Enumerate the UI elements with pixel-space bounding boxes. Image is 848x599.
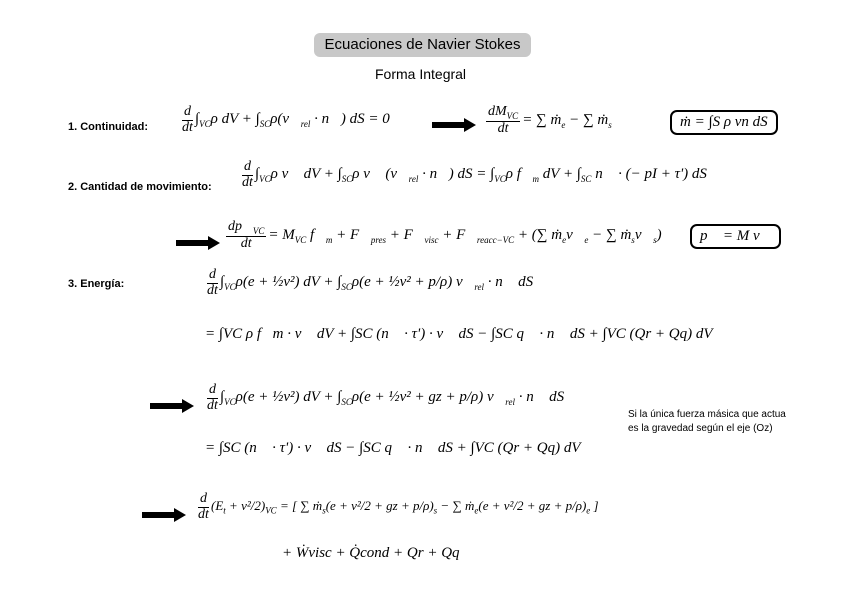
momentum-equation: $\frac{d}{dt}$ $\int_{VC}\rho$ v⃗ dV + $\int_{SC}\rho$ v⃗ ($v⃗_{rel}$ · n⃗) dS = $\int_{VC}\rho$ $f⃗_m$ dV + $\int_{SC}$ n⃗ · (− pI + τ') dS xyxy=(242,159,707,190)
momentum-label: 2. Cantidad de movimiento: xyxy=(68,181,212,193)
continuity-result: $\frac{dM_{VC}}{dt}$ = ∑ ṁ$_e$ − ∑ ṁ$_s$ xyxy=(488,104,612,137)
energy-equation-line1: $\frac{d}{dt}$ $\int_{VC}\rho(e$ + ½v²) dV + $\int_{SC}\rho(e$ + ½v² + p/ρ) $v⃗_{rel}$ · n⃗ dS xyxy=(207,267,534,298)
mass-flow-definition: ṁ = ∫S ρ vn dS xyxy=(670,110,778,135)
implies-arrow-icon xyxy=(150,399,194,413)
momentum-definition: p⃗ = M v⃗ xyxy=(690,224,781,249)
continuity-equation: $\frac{d}{dt}$ $\int_{VC}\rho$ dV + $\int_{SC}\rho(v⃗_{rel}$ · n⃗) dS = 0 xyxy=(182,104,390,135)
energy-label: 3. Energía: xyxy=(68,278,125,290)
document-title: Ecuaciones de Navier Stokes xyxy=(314,33,531,57)
document-subtitle: Forma Integral xyxy=(375,66,467,82)
implies-arrow-icon xyxy=(432,118,476,132)
energy-equation-line3: $\frac{d}{dt}$ $\int_{VC}\rho(e$ + ½v²) dV + $\int_{SC}\rho(e$ + ½v² + gz + p/ρ) $v⃗_{rel}$ · n⃗ dS xyxy=(207,382,565,413)
energy-equation-line2: = ∫VC ρ f⃗m · v⃗ dV + ∫SC (n⃗ · τ') · v⃗ dS − ∫SC q⃗ · n⃗ dS + ∫VC (Qr + Qq) dV xyxy=(205,326,713,342)
energy-equation-line4: = ∫SC (n⃗ · τ') · v⃗ dS − ∫SC q⃗ · n⃗ dS + ∫VC (Qr + Qq) dV xyxy=(205,440,581,456)
energy-equation-line6: + Ẇvisc + Q̇cond + Qr + Qq xyxy=(282,545,460,561)
momentum-result: $\frac{dp⃗_{VC}}{dt}$ = $M_{VC}$ $f⃗_m$ + $F⃗_{pres}$ + $F⃗_{visc}$ + $F⃗_{reacc-VC}$ + (∑ $ṁ_ev⃗_e$ − ∑ $ṁ_sv⃗_s$) xyxy=(228,219,662,252)
gravity-note: Si la única fuerza másica que actua es la gravedad según el eje (Oz) xyxy=(628,409,786,434)
implies-arrow-icon xyxy=(176,236,220,250)
implies-arrow-icon xyxy=(142,508,186,522)
energy-equation-line5: $\frac{d}{dt}$ $(E_t + v^2/2)_{VC}$ = [ ∑ ṁ$_s$(e + v²/2 + gz + $p/\rho)_s$ − ∑ ṁ$_e$(e + v²/2 + gz + $p/\rho)_e$ ] xyxy=(198,491,599,522)
continuity-label: 1. Continuidad: xyxy=(68,121,149,133)
